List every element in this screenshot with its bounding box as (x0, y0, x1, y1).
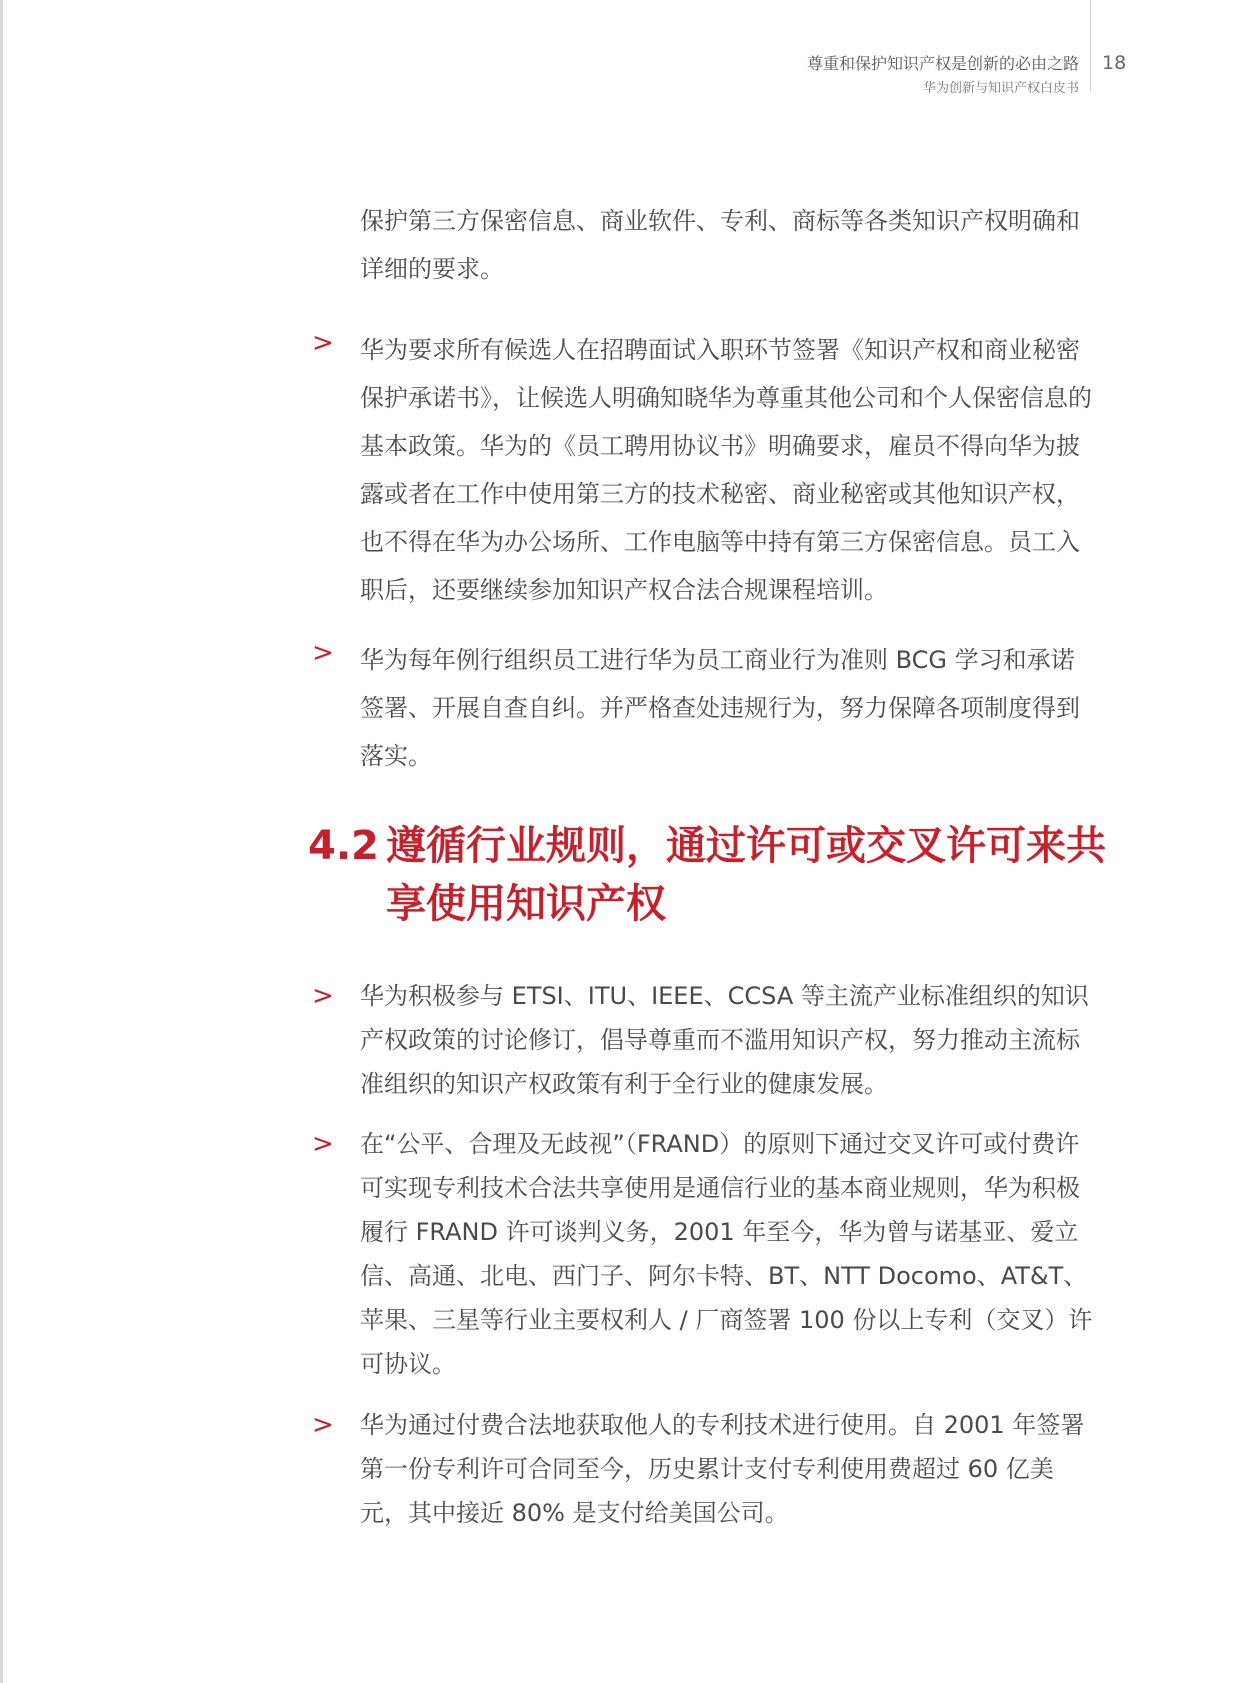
bullet-paragraph: 华为通过付费合法地获取他人的专利技术进行使用。自 2001 年签署第一份专利许可合同至今，历史累计支付专利使用费超过 60 亿美元，其中接近 80% 是支付给美国公司。 (360, 1411, 1085, 1527)
bullet-paragraph: 华为积极参与 ETSI、ITU、IEEE、CCSA 等主流产业标准组织的知识产权政策的讨论修订，倡导尊重而不滥用知识产权，努力推动主流标准组织的知识产权政策有利于全行业的健康发展。 (360, 982, 1089, 1098)
page-number: 18 (1102, 52, 1127, 74)
bullet-arrow-icon: > (312, 1129, 334, 1159)
bullet-arrow-icon: > (312, 1410, 334, 1440)
page-edge-line (0, 0, 3, 1683)
bullet-paragraph: 华为每年例行组织员工进行华为员工商业行为准则 BCG 学习和承诺签署、开展自查自纠。并严格查处违规行为，努力保障各项制度得到落实。 (360, 646, 1080, 770)
bullet-arrow-icon: > (312, 638, 334, 668)
intro-paragraph: 保护第三方保密信息、商业软件、专利、商标等各类知识产权明确和详细的要求。 (360, 207, 1080, 283)
bullet-paragraph: 在“公平、合理及无歧视”（FRAND）的原则下通过交叉许可或付费许可实现专利技术合法共享使用是通信行业的基本商业规则，华为积极履行 FRAND 许可谈判义务，2001 年至今，华为曾与诺基亚、爱立信、高通、北电、西门子、阿尔卡特、BT、NTT Docomo、AT&T、苹果、三星等行业主要权利人 / 厂商签署 100 份以上专利（交叉）许可协议。 (360, 1130, 1093, 1378)
bullet-paragraph: 华为要求所有候选人在招聘面试入职环节签署《知识产权和商业秘密保护承诺书》，让候选人明确知晓华为尊重其他公司和个人保密信息的基本政策。华为的《员工聘用协议书》明确要求，雇员不得向华为披露或者在工作中使用第三方的技术秘密、商业秘密或其他知识产权，也不得在华为办公场所、工作电脑等中持有第三方保密信息。员工入职后，还要继续参加知识产权合法合规课程培训。 (360, 336, 1092, 604)
section-number: 4.2 (308, 823, 379, 869)
running-header-title: 尊重和保护知识产权是创新的必由之路 (806, 54, 1079, 73)
bullet-arrow-icon: > (312, 981, 334, 1011)
running-header-subtitle: 华为创新与知识产权白皮书 (922, 81, 1079, 96)
header-divider (1090, 0, 1091, 91)
bullet-arrow-icon: > (312, 328, 334, 358)
section-heading: 遵循行业规则，通过许可或交叉许可来共享使用知识产权 (386, 823, 1106, 927)
